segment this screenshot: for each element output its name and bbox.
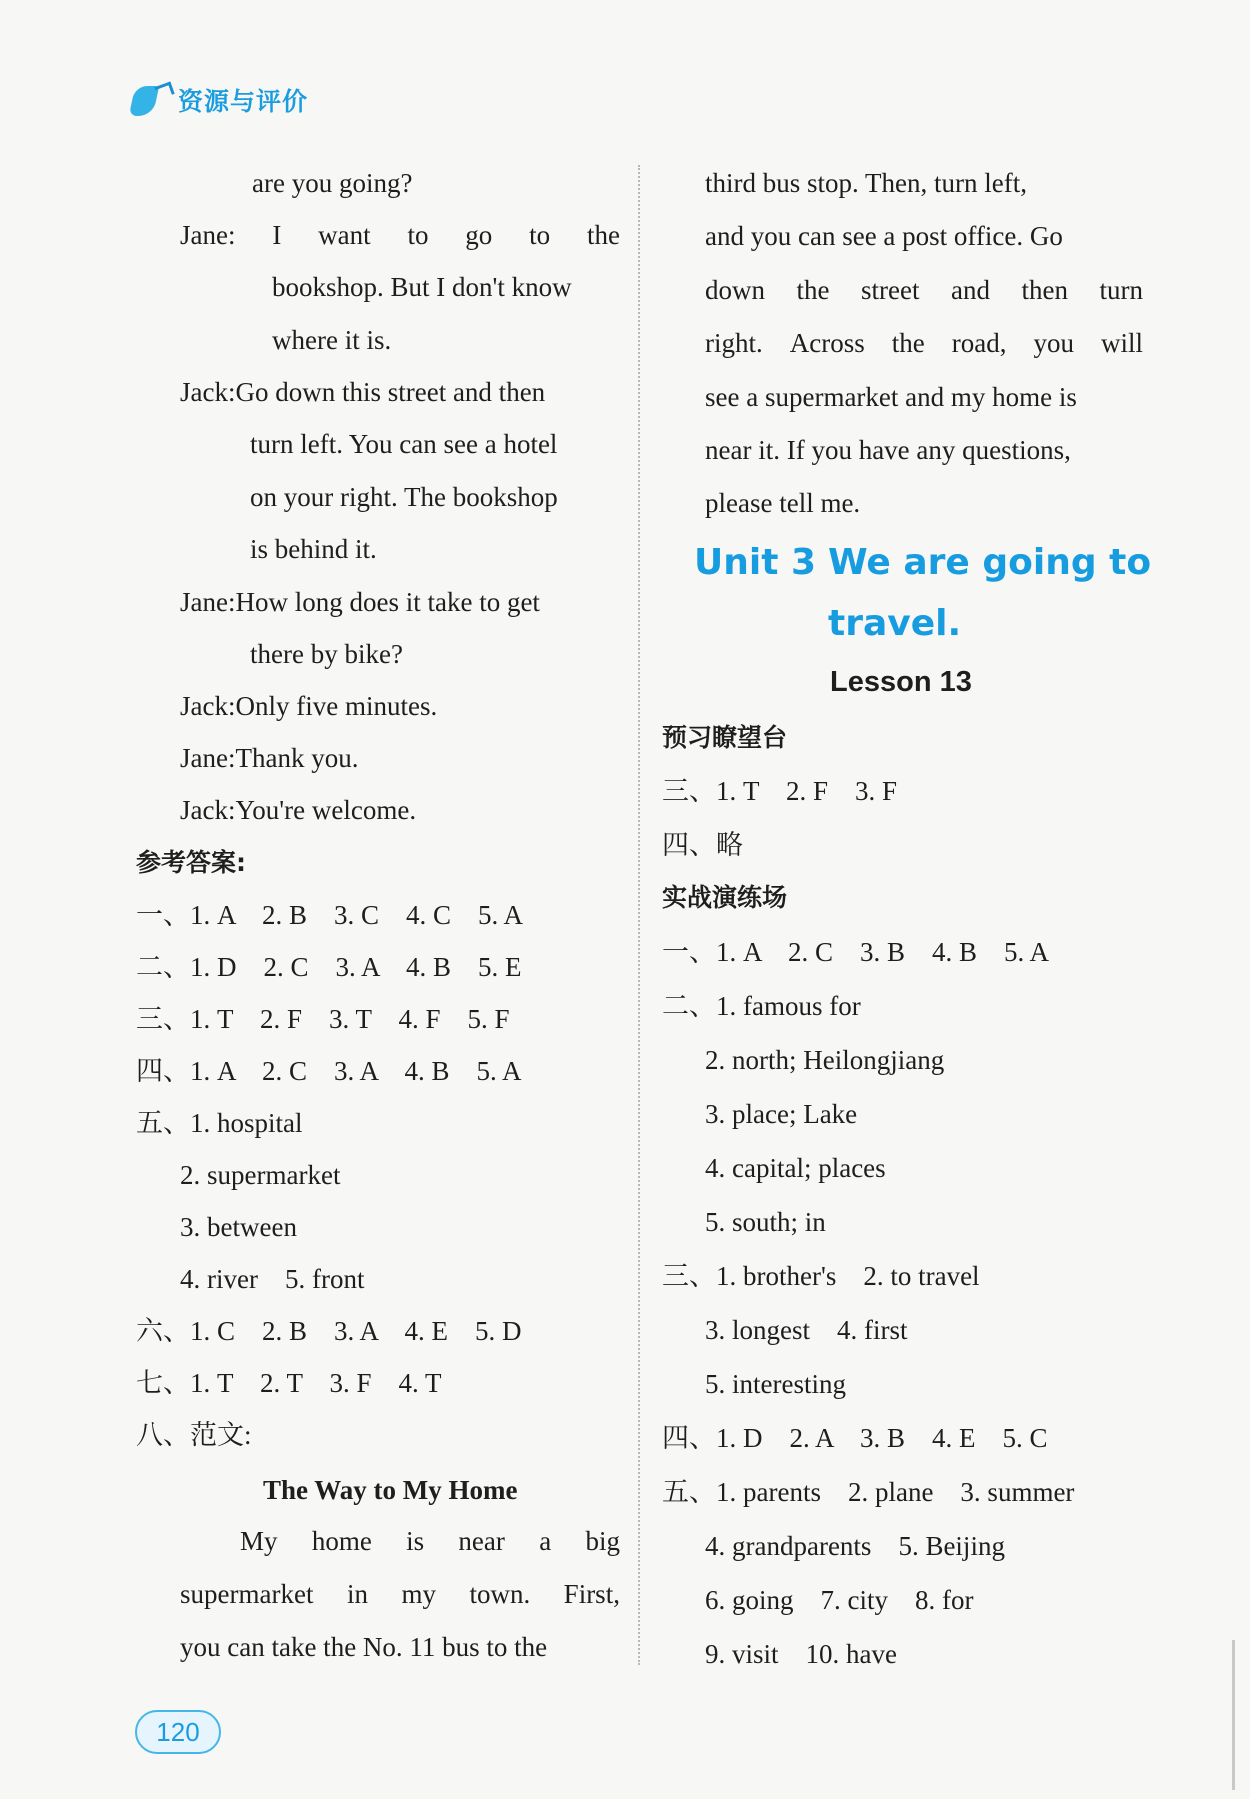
answer-line: 四、1. A 2. C 3. A 4. B 5. A xyxy=(136,1056,522,1086)
section-heading: 预习瞭望台 xyxy=(662,723,788,752)
answer-line: 二、1. D 2. C 3. A 4. B 5. E xyxy=(136,952,522,982)
header-title: 资源与评价 xyxy=(178,87,309,116)
lesson-title: Lesson 13 xyxy=(830,666,972,698)
dialogue-line: Jane:How long does it take to get xyxy=(180,587,540,617)
answer-line: 六、1. C 2. B 3. A 4. E 5. D xyxy=(136,1316,522,1346)
answer-line: 4. capital; places xyxy=(705,1153,886,1183)
dialogue-line: is behind it. xyxy=(250,534,377,564)
answer-line: 三、1. T 2. F 3. T 4. F 5. F xyxy=(136,1004,510,1034)
dialogue-line: Jack:Go down this street and then xyxy=(180,377,546,407)
dialogue-line: are you going? xyxy=(252,168,413,198)
unit-label: Unit 3 xyxy=(694,542,816,583)
page-edge-shadow xyxy=(1232,1640,1235,1790)
dialogue-line: there by bike? xyxy=(250,639,403,669)
answer-line: 6. going 7. city 8. for xyxy=(705,1585,974,1615)
dialogue-line: Jack:Only five minutes. xyxy=(180,691,438,721)
answer-line: 2. supermarket xyxy=(180,1160,341,1190)
essay-line: third bus stop. Then, turn left, xyxy=(705,168,1027,198)
dialogue-line: Jack:You're welcome. xyxy=(180,795,417,825)
page-number: 120 xyxy=(135,1710,221,1754)
essay-line: and you can see a post office. Go xyxy=(705,221,1063,251)
answer-line: 八、范文: xyxy=(136,1420,252,1450)
dialogue-line: bookshop. But I don't know xyxy=(272,272,572,302)
essay-line: near it. If you have any questions, xyxy=(705,435,1071,465)
section-heading: 实战演练场 xyxy=(662,883,788,912)
unit-title: We are going to xyxy=(828,542,1152,583)
essay-line: see a supermarket and my home is xyxy=(705,382,1077,412)
essay-line: you can take the No. 11 bus to the xyxy=(180,1632,548,1662)
answers-heading: 参考答案: xyxy=(136,848,246,877)
answer-line: 3. between xyxy=(180,1212,297,1242)
dialogue-line: Jane: I want to go to the xyxy=(180,220,620,250)
answer-line: 2. north; Heilongjiang xyxy=(705,1045,945,1075)
unit-title-cont: travel. xyxy=(828,603,962,644)
answer-line: 一、1. A 2. B 3. C 4. C 5. A xyxy=(136,900,524,930)
answer-line: 4. grandparents 5. Beijing xyxy=(705,1531,1005,1561)
answer-line: 5. south; in xyxy=(705,1207,826,1237)
answer-line: 4. river 5. front xyxy=(180,1264,365,1294)
essay-line: down the street and then turn xyxy=(705,275,1143,305)
dialogue-line: where it is. xyxy=(272,325,392,355)
essay-line: right. Across the road, you will xyxy=(705,328,1143,358)
answer-line: 五、1. parents 2. plane 3. summer xyxy=(662,1477,1075,1507)
page-header xyxy=(128,78,308,122)
essay-line: supermarket in my town. First, xyxy=(180,1579,620,1609)
answer-line: 三、1. T 2. F 3. F xyxy=(662,776,898,806)
answer-line: 二、1. famous for xyxy=(662,991,861,1021)
dialogue-line: turn left. You can see a hotel xyxy=(250,429,558,459)
answer-line: 5. interesting xyxy=(705,1369,846,1399)
answer-line: 七、1. T 2. T 3. F 4. T xyxy=(136,1368,442,1398)
answer-line: 四、略 xyxy=(662,830,743,860)
answer-line: 9. visit 10. have xyxy=(705,1639,897,1669)
answer-line: 3. place; Lake xyxy=(705,1099,858,1129)
column-divider xyxy=(638,165,640,1665)
logo-icon xyxy=(128,80,172,120)
essay-line: My home is near a big xyxy=(240,1526,620,1556)
essay-line: please tell me. xyxy=(705,488,861,518)
answer-line: 三、1. brother's 2. to travel xyxy=(662,1261,980,1291)
dialogue-line: Jane:Thank you. xyxy=(180,743,359,773)
dialogue-line: on your right. The bookshop xyxy=(250,482,558,512)
essay-title: The Way to My Home xyxy=(263,1475,518,1505)
answer-line: 一、1. A 2. C 3. B 4. B 5. A xyxy=(662,937,1050,967)
answer-line: 五、1. hospital xyxy=(136,1108,303,1138)
answer-line: 四、1. D 2. A 3. B 4. E 5. C xyxy=(662,1423,1048,1453)
answer-line: 3. longest 4. first xyxy=(705,1315,908,1345)
